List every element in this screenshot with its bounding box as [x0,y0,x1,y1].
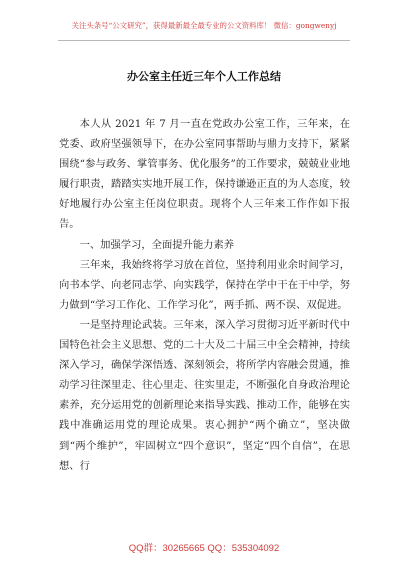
header-promo-text: 关注头条号“公文研究”，获得最新最全最专业的公文资料库！ 微信：gongwenyj [71,21,337,30]
document-title: 办公室主任近三年个人工作总结 [127,70,281,83]
paragraph-study: 三年来，我始终将学习放在首位，坚持利用业余时间学习，向书本学、向老同志学、向实践学，保持在学中干在干中学，努力做到“学习工作化、工作学习化”，两手抓、两不误、双促进。 [59,258,350,311]
footer-contact-text: QQ群：30265665 QQ：535304092 [128,543,280,554]
header-divider [58,40,350,41]
document-body [59,114,350,476]
paragraph-theory: 一是坚持理论武装。三年来，深入学习贯彻习近平新时代中国特色社会主义思想、党的二十大及二十届三中全会精神，持续深入学习，确保学深悟透、深刻领会，将所学内容融会贯通，推动学习往深里走、往心里走、往实里走，不断强化自身政治理论素养，充分运用党的创新理论来指导实践、推动工作，能够在实践中准确运用党的理论成果。衷心拥护“两个确立”，坚决做到“两个维护”，牢固树立“四个意识”，坚定“四个自信”，在思想、行 [59,318,350,472]
section-heading-1: 一、加强学习，全面提升能力素养 [79,238,235,251]
paragraph-intro: 本人从 2021 年 7 月一直在党政办公室工作，三年来，在党委、政府坚强领导下，在办公室同事帮助与鼎力支持下，紧紧围绕“参与政务、掌管事务、优化服务”的工作要求，兢兢业业地履行职责，踏踏实实地开展工作，保持谦逊正直的为人态度，较好地履行办公室主任岗位职责。现将个人三年来工作作如下报告。 [59,118,350,231]
